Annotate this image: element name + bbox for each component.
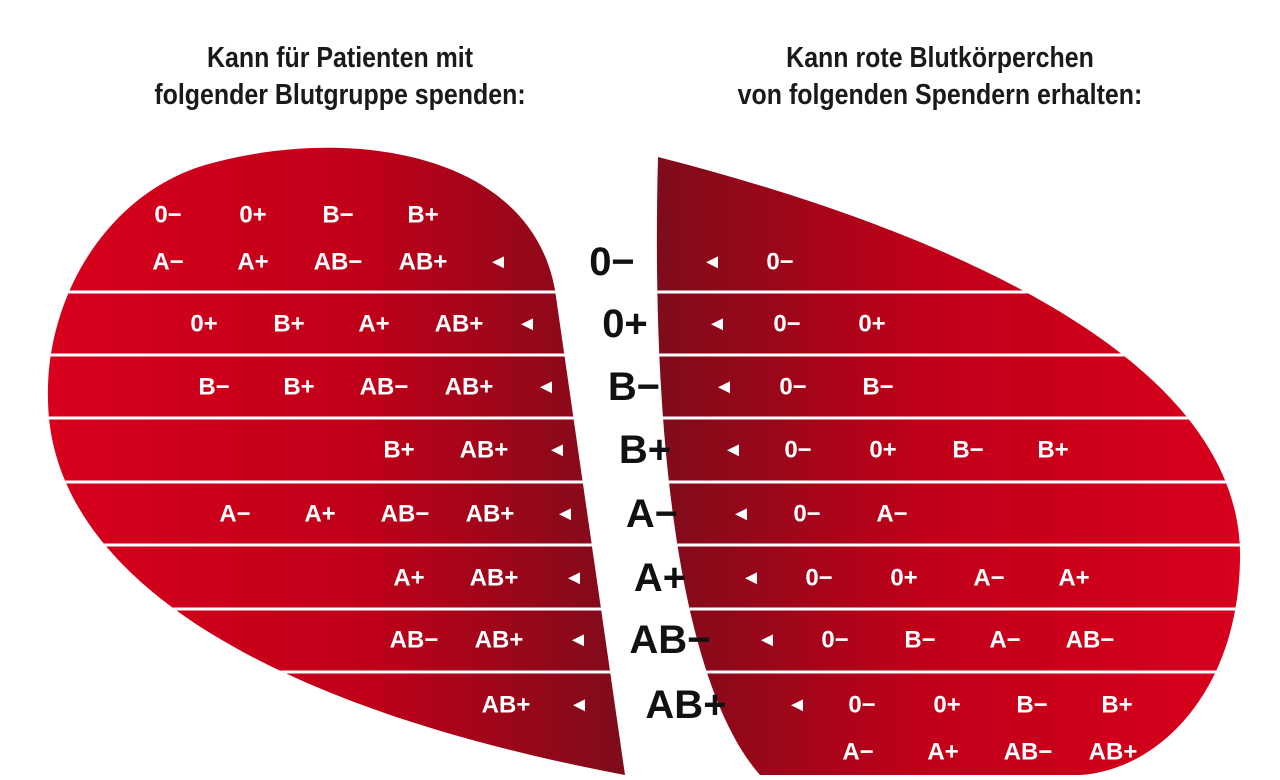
arrow-left-icon: ◄ [741, 567, 761, 589]
donate-type-chip: B− [322, 201, 354, 229]
donate-type-chip: AB− [380, 500, 430, 528]
donate-type-chip: A+ [304, 500, 336, 528]
receive-type-chip: A− [876, 500, 908, 528]
receive-header-line-1: Kann rote Blutkörperchen [786, 42, 1094, 74]
donate-type-chip: A+ [393, 564, 425, 592]
blood-type-label: B− [607, 365, 661, 409]
donate-type-chip: B+ [383, 436, 415, 464]
arrow-left-icon: ◄ [517, 313, 537, 335]
donate-type-chip: 0− [154, 201, 182, 229]
donate-type-chip: A+ [237, 248, 269, 276]
receive-type-chip: B+ [1037, 436, 1069, 464]
receive-type-chip: A− [842, 738, 874, 766]
donate-type-chip: AB− [359, 373, 409, 401]
blood-type-label: A+ [633, 556, 687, 600]
donate-type-chip: AB+ [444, 373, 494, 401]
arrow-left-icon: ◄ [714, 376, 734, 398]
receive-type-chip: 0− [766, 248, 794, 276]
blood-type-label: AB− [629, 618, 711, 662]
donate-type-chip: 0+ [239, 201, 267, 229]
receive-type-chip: 0− [805, 564, 833, 592]
receive-type-chip: AB+ [1088, 738, 1138, 766]
blood-type-label: AB+ [645, 683, 727, 727]
donate-header-line-1: Kann für Patienten mit [206, 42, 474, 74]
receive-header-line-2: von folgenden Spendern erhalten: [737, 79, 1143, 111]
receive-type-chip: A+ [927, 738, 959, 766]
donate-type-chip: AB− [313, 248, 363, 276]
arrow-left-icon: ◄ [707, 313, 727, 335]
donate-type-chip: B+ [283, 373, 315, 401]
arrow-left-icon: ◄ [731, 503, 751, 525]
donate-header-line-2: folgender Blutgruppe spenden: [154, 79, 526, 111]
receive-type-chip: 0− [779, 373, 807, 401]
arrow-left-icon: ◄ [536, 376, 556, 398]
donate-type-chip: AB+ [474, 626, 524, 654]
donate-type-chip: AB+ [481, 691, 531, 719]
receive-type-chip: B− [1016, 691, 1048, 719]
blood-type-label: A− [625, 492, 679, 536]
donate-type-chip: A+ [358, 310, 390, 338]
donate-type-chip: AB− [389, 626, 439, 654]
donate-type-chip: B+ [407, 201, 439, 229]
receive-type-chip: AB− [1065, 626, 1115, 654]
receive-type-chip: 0− [773, 310, 801, 338]
arrow-left-icon: ◄ [702, 251, 722, 273]
arrow-left-icon: ◄ [757, 629, 777, 651]
donate-type-chip: B+ [273, 310, 305, 338]
receive-lobe-shape [657, 157, 1240, 775]
donate-type-chip: A− [152, 248, 184, 276]
arrow-left-icon: ◄ [569, 694, 589, 716]
receive-type-chip: 0+ [933, 691, 961, 719]
arrow-left-icon: ◄ [564, 567, 584, 589]
receive-type-chip: B− [862, 373, 894, 401]
receive-type-chip: A+ [1058, 564, 1090, 592]
blood-type-label: 0+ [602, 302, 648, 346]
receive-type-chip: 0+ [858, 310, 886, 338]
receive-type-chip: B+ [1101, 691, 1133, 719]
arrow-left-icon: ◄ [488, 251, 508, 273]
receive-type-chip: B− [952, 436, 984, 464]
donate-type-chip: A− [219, 500, 251, 528]
arrow-left-icon: ◄ [787, 694, 807, 716]
receive-type-chip: 0− [784, 436, 812, 464]
receive-type-chip: 0− [848, 691, 876, 719]
receive-type-chip: A− [973, 564, 1005, 592]
receive-type-chip: 0+ [890, 564, 918, 592]
donate-type-chip: AB+ [469, 564, 519, 592]
arrow-left-icon: ◄ [568, 629, 588, 651]
blood-type-label: 0− [589, 240, 635, 284]
donate-type-chip: AB+ [459, 436, 509, 464]
donate-type-chip: AB+ [434, 310, 484, 338]
donate-type-chip: B− [198, 373, 230, 401]
receive-type-chip: 0− [821, 626, 849, 654]
receive-type-chip: 0+ [869, 436, 897, 464]
receive-header [699, 40, 1181, 114]
donate-type-chip: 0+ [190, 310, 218, 338]
donate-lobe-shape [48, 148, 625, 775]
donate-header [99, 40, 581, 114]
donate-type-chip: AB+ [465, 500, 515, 528]
arrow-left-icon: ◄ [723, 439, 743, 461]
receive-type-chip: AB− [1003, 738, 1053, 766]
arrow-left-icon: ◄ [555, 503, 575, 525]
arrow-left-icon: ◄ [547, 439, 567, 461]
receive-type-chip: A− [989, 626, 1021, 654]
receive-type-chip: B− [904, 626, 936, 654]
receive-type-chip: 0− [793, 500, 821, 528]
blood-type-label: B+ [618, 428, 672, 472]
donate-type-chip: AB+ [398, 248, 448, 276]
